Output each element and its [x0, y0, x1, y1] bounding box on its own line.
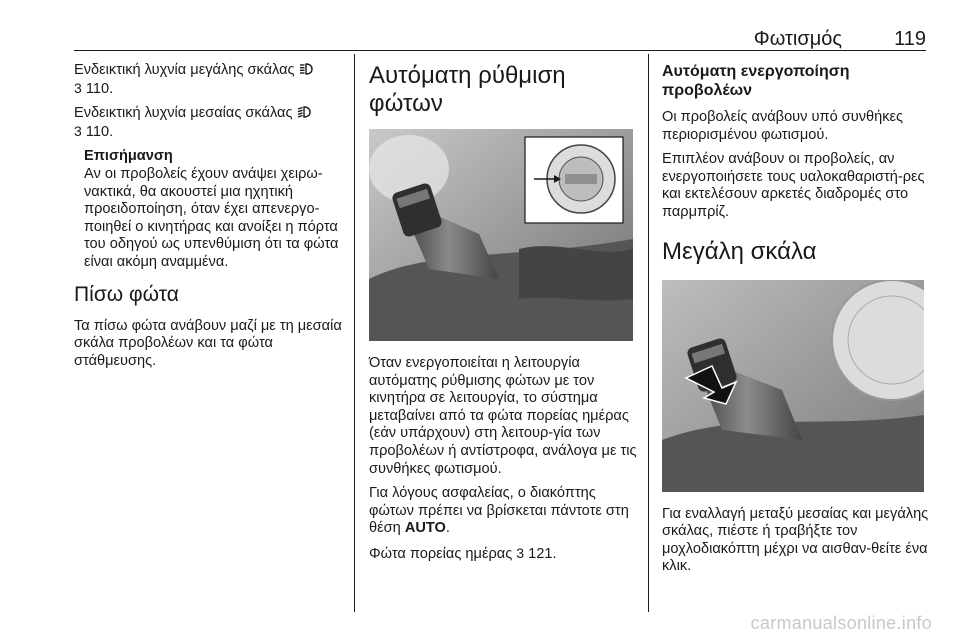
auto-headlights-para-1: Οι προβολείς ανάβουν υπό συνθήκες περιορισμένου φωτισμού. — [662, 109, 904, 143]
column-3 — [662, 62, 934, 583]
light-switch-photo — [369, 129, 633, 341]
reference-arrow: 3 — [516, 544, 525, 561]
reference-arrow: 3 — [74, 122, 82, 139]
daytime-lights-ref: Φώτα πορείας ημέρας 3 121. — [369, 544, 557, 562]
auto-position-label: AUTO — [404, 520, 446, 537]
reference-arrow: 3 — [74, 79, 82, 96]
page-number: 119 — [894, 28, 926, 50]
low-beam-indicator-text: Ενδεικτική λυχνία μεσαίας σκάλας 3 110. — [74, 105, 346, 141]
column-divider-2 — [648, 54, 649, 612]
column-2 — [369, 62, 637, 571]
auto-lights-para-1: Όταν ενεργοποιείται η λειτουργία αυτόματης ρύθμισης φώτων με τον κινητήρα σε λειτουργία, το σύστημα μεταβαίνει από τα φώτα πορείας ημέρας (εάν υπάρχουν) στη λειτουρ-γία των προβολέων ή αντίστροφα, ανάλογα με τις συνθήκες φωτισμού. — [369, 355, 637, 477]
watermark: carmanualsonline.info — [750, 613, 932, 633]
note-box — [84, 148, 346, 271]
high-beam-photo — [662, 280, 924, 492]
high-beam-icon — [299, 63, 313, 75]
high-beam-indicator-text: Ενδεικτική λυχνία μεγάλης σκάλας 3 110. — [74, 62, 346, 98]
section-title: Φωτισμός — [753, 28, 842, 50]
auto-headlights-heading: Αυτόματη ενεργοποίηση προβολέων — [662, 63, 850, 99]
rear-lights-text: Τα πίσω φώτα ανάβουν μαζί με τη μεσαία σκάλα προβολέων και τα φώτα στάθμευσης. — [74, 317, 342, 369]
rear-lights-heading: Πίσω φώτα — [74, 282, 179, 306]
note-text: Αν οι προβολείς έχουν ανάψει χειρω-νακτικά, θα ακουστεί μια ηχητική προειδοποίηση, όταν έχει απενεργο-ποιηθεί ο κινητήρας και ανοίξει η πόρτα του οδηγού ως υπενθύμιση ότι τα φώτα είναι ακόμη αναμμένα. — [84, 165, 339, 270]
column-1 — [74, 62, 346, 377]
page-header — [74, 18, 926, 50]
high-beam-text: Για εναλλαγή μεταξύ μεσαίας και μεγάλης σκάλας, πιέστε ή τραβήξτε τον μοχλοδιακόπτη μέχρι να αισθαν-θείτε ένα κλικ. — [662, 505, 929, 575]
auto-lights-para-2: Για λόγους ασφαλείας, ο διακόπτης φώτων πρέπει να βρίσκεται πάντοτε στη θέση AUTO. — [369, 485, 629, 537]
auto-headlights-para-2: Επιπλέον ανάβουν οι προβολείς, αν ενεργοποιήσετε τους υαλοκαθαριστή-ρες και εκτελέσουν αρκετές διαδρομές στο παρμπρίζ. — [662, 151, 925, 220]
auto-lights-heading: Αυτόματη ρύθμιση φώτων — [369, 62, 566, 117]
high-beam-heading: Μεγάλη σκάλα — [662, 237, 817, 265]
header-rule — [74, 50, 926, 51]
low-beam-icon — [297, 106, 311, 118]
note-title: Επισήμανση — [84, 148, 173, 165]
column-divider-1 — [354, 54, 355, 612]
